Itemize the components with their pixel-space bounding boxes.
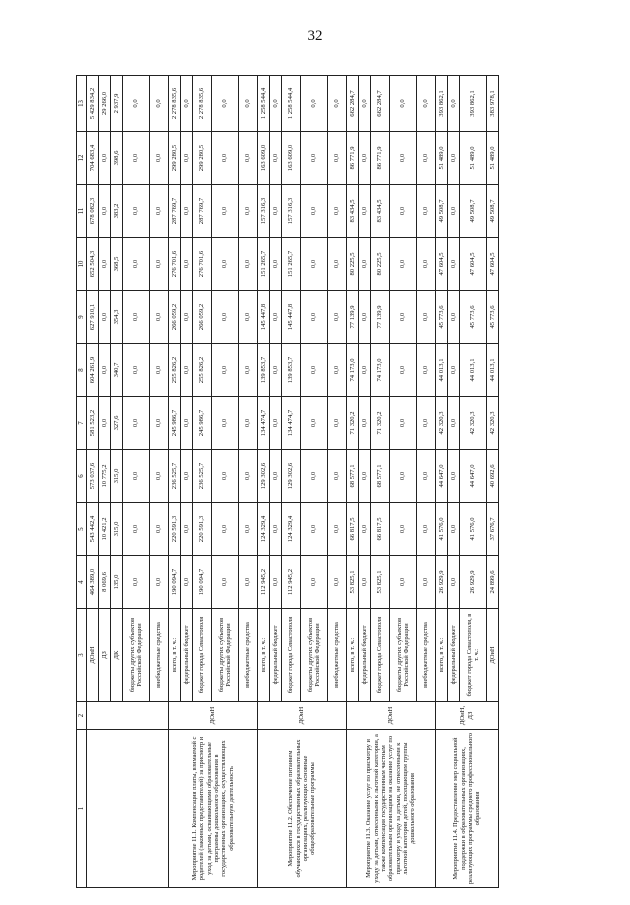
value-cell: 0,0 [150, 132, 169, 185]
value-cell: 0,0 [270, 291, 282, 344]
value-cell: 662 284,7 [347, 76, 359, 132]
value-cell: 276 701,6 [193, 238, 212, 291]
value-cell: 80 225,5 [347, 238, 359, 291]
value-cell: 393 862,1 [460, 76, 487, 132]
value-cell: 0,0 [123, 556, 150, 609]
value-cell: 383 978,1 [487, 76, 499, 132]
value-cell: 0,0 [359, 76, 371, 132]
responsible-executor-cell: ДОиН, ДЗ [436, 702, 499, 730]
value-cell: 42 320,3 [460, 397, 487, 450]
value-cell: 134 474,7 [282, 397, 301, 450]
measure-description-cell: Мероприятие 11.3. Оказание услуг по присмотру и уходу за детьми, отнесенными к льготной категории, а также компенсация государственным частным образовательным организациям на оказание услуг по присмотру и уходу за детьми, не отнесенными к льготной категории детей, посещающим группы дошкольного образования [347, 730, 436, 888]
value-cell: 627 910,1 [87, 291, 99, 344]
value-cell: 134 474,7 [258, 397, 270, 450]
column-number-cell: 7 [77, 397, 87, 450]
value-cell: 0,0 [448, 238, 460, 291]
value-cell: 163 609,0 [282, 132, 301, 185]
funding-source-cell: внебюджетные средства [328, 609, 347, 702]
value-cell: 0,0 [270, 76, 282, 132]
value-cell: 0,0 [328, 291, 347, 344]
value-cell: 0,0 [390, 397, 417, 450]
column-number-cell: 3 [77, 609, 87, 702]
value-cell: 704 683,4 [87, 132, 99, 185]
value-cell: 0,0 [99, 291, 111, 344]
table-row [347, 76, 359, 888]
value-cell: 0,0 [181, 132, 193, 185]
rotated-table-sheet [76, 76, 603, 888]
value-cell: 652 504,3 [87, 238, 99, 291]
value-cell: 45 773,6 [487, 291, 499, 344]
funding-source-cell: бюджеты других субъектов Российской Федерации [301, 609, 328, 702]
value-cell: 0,0 [448, 556, 460, 609]
table-row [169, 76, 181, 888]
value-cell: 68 577,1 [371, 450, 390, 503]
value-cell: 0,0 [150, 238, 169, 291]
value-cell: 0,0 [448, 503, 460, 556]
value-cell: 41 576,0 [436, 503, 448, 556]
column-number-cell: 8 [77, 344, 87, 397]
value-cell: 151 265,7 [282, 238, 301, 291]
value-cell: 0,0 [328, 556, 347, 609]
value-cell: 678 082,3 [87, 185, 99, 238]
column-number-cell: 13 [77, 76, 87, 132]
value-cell: 26 929,9 [436, 556, 448, 609]
value-cell: 0,0 [239, 185, 258, 238]
value-cell: 0,0 [417, 132, 436, 185]
responsible-executor-cell: ДОиН [347, 702, 436, 730]
value-cell: 0,0 [448, 450, 460, 503]
value-cell: 340,7 [111, 344, 123, 397]
value-cell: 0,0 [181, 450, 193, 503]
value-cell: 0,0 [150, 76, 169, 132]
value-cell: 0,0 [390, 76, 417, 132]
value-cell: 71 320,2 [347, 397, 359, 450]
value-cell: 383,2 [111, 185, 123, 238]
value-cell: 0,0 [270, 185, 282, 238]
funding-source-cell: ДОиН [487, 609, 499, 702]
page-number: 32 [307, 28, 323, 44]
value-cell: 83 434,5 [371, 185, 390, 238]
funding-source-cell: всего, в т. ч.: [347, 609, 359, 702]
value-cell: 0,0 [270, 132, 282, 185]
value-cell: 0,0 [417, 291, 436, 344]
value-cell: 0,0 [181, 556, 193, 609]
value-cell: 0,0 [417, 556, 436, 609]
value-cell: 0,0 [212, 76, 239, 132]
value-cell: 0,0 [99, 132, 111, 185]
value-cell: 0,0 [328, 185, 347, 238]
value-cell: 53 825,1 [347, 556, 359, 609]
column-number-cell: 5 [77, 503, 87, 556]
value-cell: 0,0 [270, 238, 282, 291]
column-number-cell: 4 [77, 556, 87, 609]
value-cell: 190 094,7 [169, 556, 181, 609]
value-cell: 47 604,5 [436, 238, 448, 291]
funding-source-cell: ДК [111, 609, 123, 702]
value-cell: 139 853,7 [258, 344, 270, 397]
value-cell: 0,0 [181, 76, 193, 132]
value-cell: 0,0 [359, 238, 371, 291]
value-cell: 51 489,0 [487, 132, 499, 185]
value-cell: 220 591,3 [169, 503, 181, 556]
value-cell: 51 489,0 [460, 132, 487, 185]
value-cell: 53 825,1 [371, 556, 390, 609]
value-cell: 0,0 [181, 185, 193, 238]
value-cell: 0,0 [301, 397, 328, 450]
value-cell: 543 442,4 [87, 503, 99, 556]
value-cell: 0,0 [150, 556, 169, 609]
responsible-executor-cell: ДОиН [169, 702, 258, 730]
value-cell: 44 647,0 [436, 450, 448, 503]
value-cell: 0,0 [301, 291, 328, 344]
value-cell: 0,0 [390, 132, 417, 185]
value-cell: 0,0 [239, 238, 258, 291]
funding-source-cell: ДОиН [87, 609, 99, 702]
value-cell: 0,0 [123, 238, 150, 291]
table-row [87, 76, 99, 888]
value-cell: 0,0 [181, 503, 193, 556]
value-cell: 0,0 [239, 76, 258, 132]
value-cell: 112 945,2 [282, 556, 301, 609]
funding-source-cell: федеральный бюджет [181, 609, 193, 702]
column-number-cell: 11 [77, 185, 87, 238]
value-cell: 124 329,4 [282, 503, 301, 556]
value-cell: 145 447,8 [282, 291, 301, 344]
value-cell: 2 278 835,6 [169, 76, 181, 132]
value-cell: 0,0 [181, 344, 193, 397]
table-body [77, 76, 499, 888]
value-cell: 0,0 [212, 344, 239, 397]
value-cell: 0,0 [301, 450, 328, 503]
value-cell: 1 258 544,4 [258, 76, 270, 132]
funding-source-cell: бюджет города Севастополя [193, 609, 212, 702]
value-cell: 266 059,2 [169, 291, 181, 344]
funding-source-cell: всего, в т. ч.: [169, 609, 181, 702]
value-cell: 0,0 [359, 503, 371, 556]
column-number-cell: 12 [77, 132, 87, 185]
value-cell: 71 320,2 [371, 397, 390, 450]
value-cell: 157 316,3 [282, 185, 301, 238]
funding-source-cell: всего, в т. ч.: [436, 609, 448, 702]
value-cell: 10 775,2 [99, 450, 111, 503]
funding-source-cell: бюджеты других субъектов Российской Федерации [212, 609, 239, 702]
value-cell: 0,0 [270, 344, 282, 397]
value-cell: 0,0 [212, 556, 239, 609]
funding-source-cell: бюджеты других субъектов Российской Федерации [390, 609, 417, 702]
value-cell: 0,0 [212, 132, 239, 185]
value-cell: 315,0 [111, 503, 123, 556]
value-cell: 0,0 [123, 291, 150, 344]
value-cell: 0,0 [390, 291, 417, 344]
value-cell: 0,0 [150, 450, 169, 503]
value-cell: 0,0 [417, 185, 436, 238]
value-cell: 49 508,7 [460, 185, 487, 238]
funding-source-cell: всего, в т. ч.: [258, 609, 270, 702]
value-cell: 0,0 [123, 503, 150, 556]
value-cell: 0,0 [150, 344, 169, 397]
value-cell: 0,0 [123, 344, 150, 397]
value-cell: 129 302,6 [282, 450, 301, 503]
value-cell: 49 508,7 [487, 185, 499, 238]
measure-description-cell: Мероприятие 11.2. Обеспечение питанием обучающихся в государственных образовательных организациях, реализующих основные общеобразовательные программы [258, 730, 347, 888]
value-cell: 299 280,5 [169, 132, 181, 185]
measure-description-cell: Мероприятие 11.4. Предоставление мер социальной поддержки в образовательных организациях, реализующих программы среднего профессионального образования [436, 730, 499, 888]
value-cell: 236 525,7 [169, 450, 181, 503]
value-cell: 0,0 [239, 556, 258, 609]
value-cell: 0,0 [212, 503, 239, 556]
value-cell: 37 676,7 [487, 503, 499, 556]
value-cell: 44 013,1 [460, 344, 487, 397]
value-cell: 0,0 [123, 450, 150, 503]
value-cell: 0,0 [270, 397, 282, 450]
column-number-row [77, 76, 87, 888]
value-cell: 0,0 [301, 238, 328, 291]
value-cell: 0,0 [212, 185, 239, 238]
column-number-cell: 6 [77, 450, 87, 503]
value-cell: 0,0 [390, 238, 417, 291]
value-cell: 0,0 [417, 238, 436, 291]
value-cell: 51 489,0 [436, 132, 448, 185]
value-cell: 573 037,6 [87, 450, 99, 503]
value-cell: 0,0 [328, 503, 347, 556]
value-cell: 0,0 [390, 450, 417, 503]
value-cell: 276 701,6 [169, 238, 181, 291]
value-cell: 86 771,9 [347, 132, 359, 185]
value-cell: 163 609,0 [258, 132, 270, 185]
value-cell: 0,0 [390, 556, 417, 609]
value-cell: 464 389,0 [87, 556, 99, 609]
value-cell: 299 280,5 [193, 132, 212, 185]
funding-source-cell: внебюджетные средства [150, 609, 169, 702]
value-cell: 45 773,6 [460, 291, 487, 344]
value-cell: 0,0 [123, 185, 150, 238]
value-cell: 47 604,5 [460, 238, 487, 291]
value-cell: 0,0 [359, 132, 371, 185]
value-cell: 0,0 [301, 76, 328, 132]
funding-source-cell: бюджет города Севастополя, в т. ч.: [460, 609, 487, 702]
continuation-description-cell [87, 730, 169, 888]
column-number-cell: 10 [77, 238, 87, 291]
value-cell: 0,0 [150, 503, 169, 556]
value-cell: 0,0 [181, 291, 193, 344]
value-cell: 0,0 [417, 503, 436, 556]
value-cell: 236 525,7 [193, 450, 212, 503]
value-cell: 0,0 [448, 185, 460, 238]
value-cell: 5 429 834,2 [87, 76, 99, 132]
value-cell: 0,0 [123, 397, 150, 450]
value-cell: 0,0 [150, 185, 169, 238]
value-cell: 83 434,5 [347, 185, 359, 238]
value-cell: 393 862,1 [436, 76, 448, 132]
value-cell: 112 945,2 [258, 556, 270, 609]
value-cell: 157 316,3 [258, 185, 270, 238]
value-cell: 0,0 [448, 344, 460, 397]
value-cell: 44 647,0 [460, 450, 487, 503]
value-cell: 0,0 [328, 397, 347, 450]
value-cell: 662 284,7 [371, 76, 390, 132]
column-number-cell: 2 [77, 702, 87, 730]
value-cell: 47 604,5 [487, 238, 499, 291]
funding-source-cell: бюджет города Севастополя [282, 609, 301, 702]
value-cell: 0,0 [448, 76, 460, 132]
value-cell: 151 265,7 [258, 238, 270, 291]
value-cell: 266 059,2 [193, 291, 212, 344]
value-cell: 10 421,2 [99, 503, 111, 556]
value-cell: 0,0 [99, 185, 111, 238]
value-cell: 0,0 [239, 397, 258, 450]
value-cell: 74 173,0 [371, 344, 390, 397]
funding-source-cell: бюджеты других субъектов Российской Федерации [123, 609, 150, 702]
value-cell: 0,0 [417, 76, 436, 132]
responsible-executor-cell: ДОиН [258, 702, 347, 730]
value-cell: 0,0 [390, 503, 417, 556]
value-cell: 0,0 [239, 132, 258, 185]
value-cell: 66 817,5 [371, 503, 390, 556]
value-cell: 255 826,2 [193, 344, 212, 397]
value-cell: 368,5 [111, 238, 123, 291]
value-cell: 41 576,0 [460, 503, 487, 556]
value-cell: 77 139,9 [347, 291, 359, 344]
value-cell: 74 173,0 [347, 344, 359, 397]
value-cell: 0,0 [328, 450, 347, 503]
value-cell: 581 523,2 [87, 397, 99, 450]
value-cell: 145 447,8 [258, 291, 270, 344]
value-cell: 0,0 [328, 76, 347, 132]
value-cell: 255 826,2 [169, 344, 181, 397]
value-cell: 0,0 [417, 397, 436, 450]
value-cell: 0,0 [270, 450, 282, 503]
funding-source-cell: федеральный бюджет [270, 609, 282, 702]
table-row [258, 76, 270, 888]
measure-description-cell: Мероприятие 11.1. Компенсация платы, взимаемой с родителей (законных представителей) за присмотр и уход за детьми, осваивающими образовательные программы дошкольного образования в государственных организациях, осуществляющих образовательную деятельность [169, 730, 258, 888]
value-cell: 0,0 [359, 291, 371, 344]
continuation-responsible-cell [87, 702, 169, 730]
value-cell: 0,0 [417, 450, 436, 503]
column-number-cell: 1 [77, 730, 87, 888]
value-cell: 0,0 [123, 76, 150, 132]
value-cell: 0,0 [390, 344, 417, 397]
value-cell: 86 771,9 [371, 132, 390, 185]
value-cell: 45 773,6 [436, 291, 448, 344]
value-cell: 0,0 [212, 450, 239, 503]
value-cell: 0,0 [328, 238, 347, 291]
value-cell: 0,0 [417, 344, 436, 397]
value-cell: 0,0 [328, 344, 347, 397]
value-cell: 0,0 [328, 132, 347, 185]
value-cell: 129 302,6 [258, 450, 270, 503]
column-number-cell: 9 [77, 291, 87, 344]
value-cell: 77 139,9 [371, 291, 390, 344]
value-cell: 0,0 [301, 503, 328, 556]
value-cell: 0,0 [359, 344, 371, 397]
value-cell: 0,0 [448, 291, 460, 344]
value-cell: 0,0 [99, 344, 111, 397]
value-cell: 42 320,3 [487, 397, 499, 450]
value-cell: 287 769,7 [169, 185, 181, 238]
value-cell: 44 013,1 [487, 344, 499, 397]
value-cell: 0,0 [150, 291, 169, 344]
value-cell: 80 225,5 [371, 238, 390, 291]
value-cell: 139 853,7 [282, 344, 301, 397]
value-cell: 66 817,5 [347, 503, 359, 556]
value-cell: 0,0 [390, 185, 417, 238]
funding-source-cell: бюджет города Севастополя [371, 609, 390, 702]
value-cell: 68 577,1 [347, 450, 359, 503]
value-cell: 24 899,6 [487, 556, 499, 609]
funding-source-cell: внебюджетные средства [239, 609, 258, 702]
value-cell: 26 929,9 [460, 556, 487, 609]
value-cell: 0,0 [301, 556, 328, 609]
value-cell: 245 986,7 [169, 397, 181, 450]
value-cell: 0,0 [239, 450, 258, 503]
value-cell: 327,6 [111, 397, 123, 450]
value-cell: 0,0 [123, 132, 150, 185]
value-cell: 287 769,7 [193, 185, 212, 238]
value-cell: 2 937,9 [111, 76, 123, 132]
value-cell: 220 591,3 [193, 503, 212, 556]
value-cell: 49 508,7 [436, 185, 448, 238]
value-cell: 0,0 [239, 344, 258, 397]
funding-source-cell: ДЗ [99, 609, 111, 702]
value-cell: 0,0 [239, 503, 258, 556]
value-cell: 0,0 [359, 450, 371, 503]
value-cell: 42 320,3 [436, 397, 448, 450]
value-cell: 0,0 [301, 185, 328, 238]
value-cell: 0,0 [181, 238, 193, 291]
value-cell: 135,0 [111, 556, 123, 609]
value-cell: 1 258 544,4 [282, 76, 301, 132]
value-cell: 0,0 [448, 132, 460, 185]
value-cell: 0,0 [270, 556, 282, 609]
value-cell: 245 986,7 [193, 397, 212, 450]
value-cell: 604 261,9 [87, 344, 99, 397]
value-cell: 0,0 [181, 397, 193, 450]
value-cell: 0,0 [212, 397, 239, 450]
funding-source-cell: внебюджетные средства [417, 609, 436, 702]
value-cell: 0,0 [359, 185, 371, 238]
value-cell: 124 329,4 [258, 503, 270, 556]
rotated-table-container [76, 76, 603, 888]
value-cell: 2 278 835,6 [193, 76, 212, 132]
value-cell: 315,0 [111, 450, 123, 503]
value-cell: 0,0 [150, 397, 169, 450]
value-cell: 190 094,7 [193, 556, 212, 609]
value-cell: 0,0 [212, 291, 239, 344]
value-cell: 44 013,1 [436, 344, 448, 397]
value-cell: 8 069,6 [99, 556, 111, 609]
value-cell: 29 266,0 [99, 76, 111, 132]
value-cell: 0,0 [270, 503, 282, 556]
table-row [436, 76, 448, 888]
value-cell: 0,0 [448, 397, 460, 450]
value-cell: 0,0 [99, 397, 111, 450]
value-cell: 0,0 [359, 397, 371, 450]
value-cell: 40 692,6 [487, 450, 499, 503]
value-cell: 0,0 [359, 556, 371, 609]
value-cell: 0,0 [212, 238, 239, 291]
value-cell: 0,0 [301, 344, 328, 397]
value-cell: 354,3 [111, 291, 123, 344]
value-cell: 0,0 [301, 132, 328, 185]
funding-source-cell: федеральный бюджет [359, 609, 371, 702]
financing-table [76, 75, 499, 888]
value-cell: 398,6 [111, 132, 123, 185]
funding-source-cell: федеральный бюджет [448, 609, 460, 702]
value-cell: 0,0 [239, 291, 258, 344]
value-cell: 0,0 [99, 238, 111, 291]
